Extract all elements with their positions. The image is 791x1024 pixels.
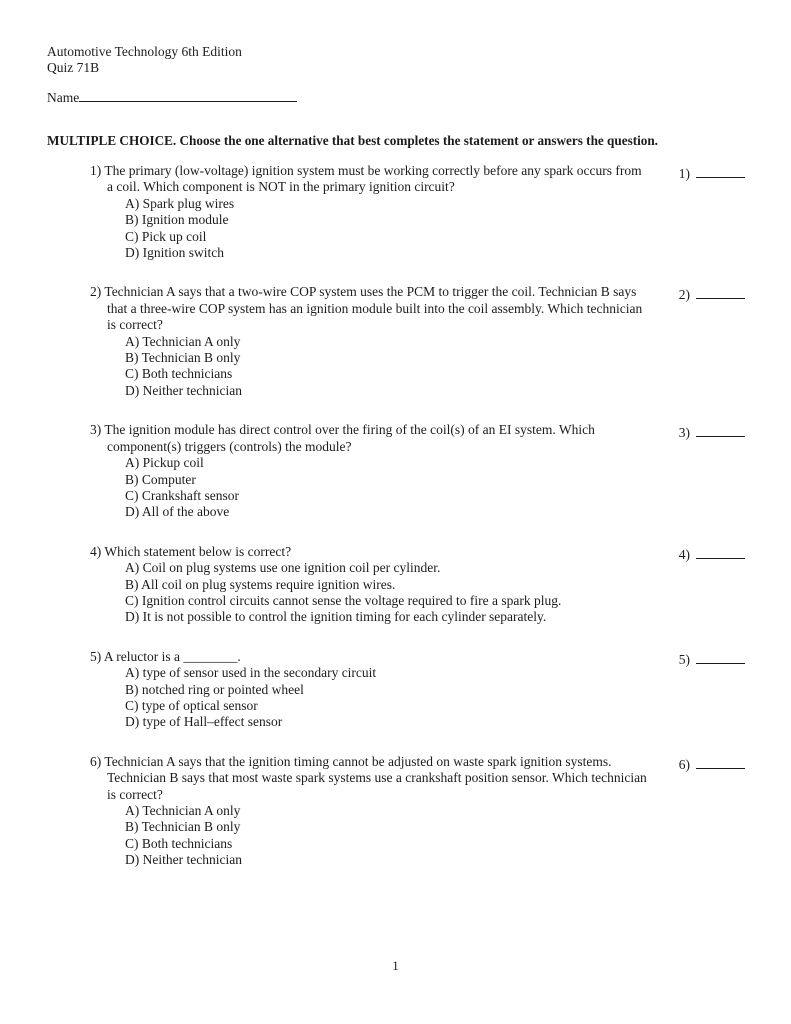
choice-d: D) type of Hall–effect sensor	[125, 714, 283, 730]
choice-list	[90, 455, 650, 521]
choice-c: C) Pick up coil	[125, 228, 207, 244]
choice-a: A) Technician A only	[125, 803, 241, 818]
quiz-number: Quiz 71B	[47, 59, 100, 75]
answer-blank-line	[696, 164, 745, 178]
name-row	[47, 88, 745, 106]
question-block-2	[47, 284, 745, 399]
question-block-5	[47, 649, 745, 731]
question-text	[90, 754, 650, 803]
question-statement: A reluctor is a ________.	[103, 648, 241, 664]
answer-number: 2)	[678, 287, 690, 303]
question-text	[90, 422, 650, 455]
answer-blank-line	[696, 650, 745, 664]
choice-b: B) Technician B only	[125, 819, 241, 835]
choice-b: B) notched ring or pointed wheel	[125, 681, 304, 697]
choice-c: C) Both technicians	[125, 366, 233, 382]
question-number: 1)	[90, 163, 102, 178]
choice-c: C) Both technicians	[125, 835, 233, 851]
question-text	[90, 284, 650, 333]
choice-c: C) Crankshaft sensor	[125, 487, 239, 503]
choice-b: B) Ignition module	[125, 212, 229, 228]
answer-area	[679, 422, 745, 441]
question-block-3	[47, 422, 745, 520]
answer-area	[679, 754, 745, 773]
answer-blank-line	[696, 755, 745, 769]
answer-number: 3)	[678, 425, 690, 441]
question-body	[90, 544, 650, 626]
choice-list	[90, 665, 650, 731]
question-number: 6)	[90, 753, 102, 769]
choice-d: D) Neither technician	[125, 382, 242, 398]
choice-d: D) All of the above	[125, 504, 230, 520]
choice-list	[90, 803, 650, 869]
question-block-1	[47, 163, 745, 261]
question-block-4	[47, 544, 745, 626]
answer-area	[679, 163, 745, 182]
choice-list	[90, 196, 650, 262]
question-statement: Technician A says that a two-wire COP system uses the PCM to trigger the coil. Technician B says that a three-wire COP system has an ignition module built into the coil assembly. Which technician is correct?	[104, 284, 643, 333]
choice-c: C) Ignition control circuits cannot sense the voltage required to fire a spark plug.	[125, 592, 562, 608]
answer-blank-line	[696, 545, 745, 559]
choice-a: A) Technician A only	[125, 333, 241, 349]
answer-blank-line	[696, 423, 745, 437]
choice-list	[90, 560, 650, 626]
choice-a: A) type of sensor used in the secondary circuit	[125, 665, 377, 681]
question-statement: Which statement below is correct?	[104, 543, 292, 559]
question-block-6	[47, 754, 745, 869]
answer-blank-line	[696, 285, 745, 299]
choice-d: D) It is not possible to control the ignition timing for each cylinder separately.	[125, 609, 547, 625]
question-list	[47, 163, 745, 869]
choice-list	[90, 334, 650, 400]
answer-area	[679, 284, 745, 303]
page-number: 1	[392, 958, 399, 973]
question-number: 2)	[90, 284, 102, 300]
question-body	[90, 163, 650, 261]
choice-a: A) Coil on plug systems use one ignition coil per cylinder.	[125, 560, 441, 576]
answer-area	[679, 544, 745, 563]
question-text	[90, 544, 650, 560]
answer-number: 6)	[678, 756, 690, 772]
question-body	[90, 649, 650, 731]
answer-area	[679, 649, 745, 668]
document-header	[47, 44, 745, 75]
question-text	[90, 163, 650, 196]
name-label: Name	[47, 90, 80, 105]
choice-d: D) Ignition switch	[125, 245, 224, 261]
question-number: 4)	[90, 543, 102, 559]
question-text	[90, 649, 650, 665]
question-body	[90, 754, 650, 869]
question-statement: Technician A says that the ignition timing cannot be adjusted on waste spark ignition systems. Technician B says that most waste spark systems use a crankshaft position sensor. Which technician is correct?	[104, 753, 647, 802]
question-body	[90, 284, 650, 399]
choice-a: A) Spark plug wires	[125, 195, 235, 211]
question-body	[90, 422, 650, 520]
choice-d: D) Neither technician	[125, 852, 242, 868]
answer-number: 4)	[678, 546, 690, 562]
question-number: 5)	[90, 648, 102, 664]
question-statement: The ignition module has direct control over the firing of the coil(s) of an EI system. Which component(s) triggers (controls) the module?	[104, 422, 595, 454]
instructions-text: MULTIPLE CHOICE. Choose the one alternative that best completes the statement or answers the question.	[47, 133, 658, 148]
choice-c: C) type of optical sensor	[125, 697, 258, 713]
choice-a: A) Pickup coil	[125, 455, 204, 471]
name-blank-line	[79, 88, 297, 102]
question-number: 3)	[90, 422, 102, 438]
choice-b: B) Computer	[125, 471, 196, 487]
answer-number: 5)	[678, 651, 690, 667]
document-title: Automotive Technology 6th Edition	[47, 44, 242, 59]
question-statement: The primary (low-voltage) ignition system must be working correctly before any spark occurs from a coil. Which component is NOT in the primary ignition circuit?	[104, 163, 642, 195]
choice-b: B) Technician B only	[125, 350, 241, 366]
answer-number: 1)	[678, 166, 690, 181]
choice-b: B) All coil on plug systems require ignition wires.	[125, 576, 396, 592]
